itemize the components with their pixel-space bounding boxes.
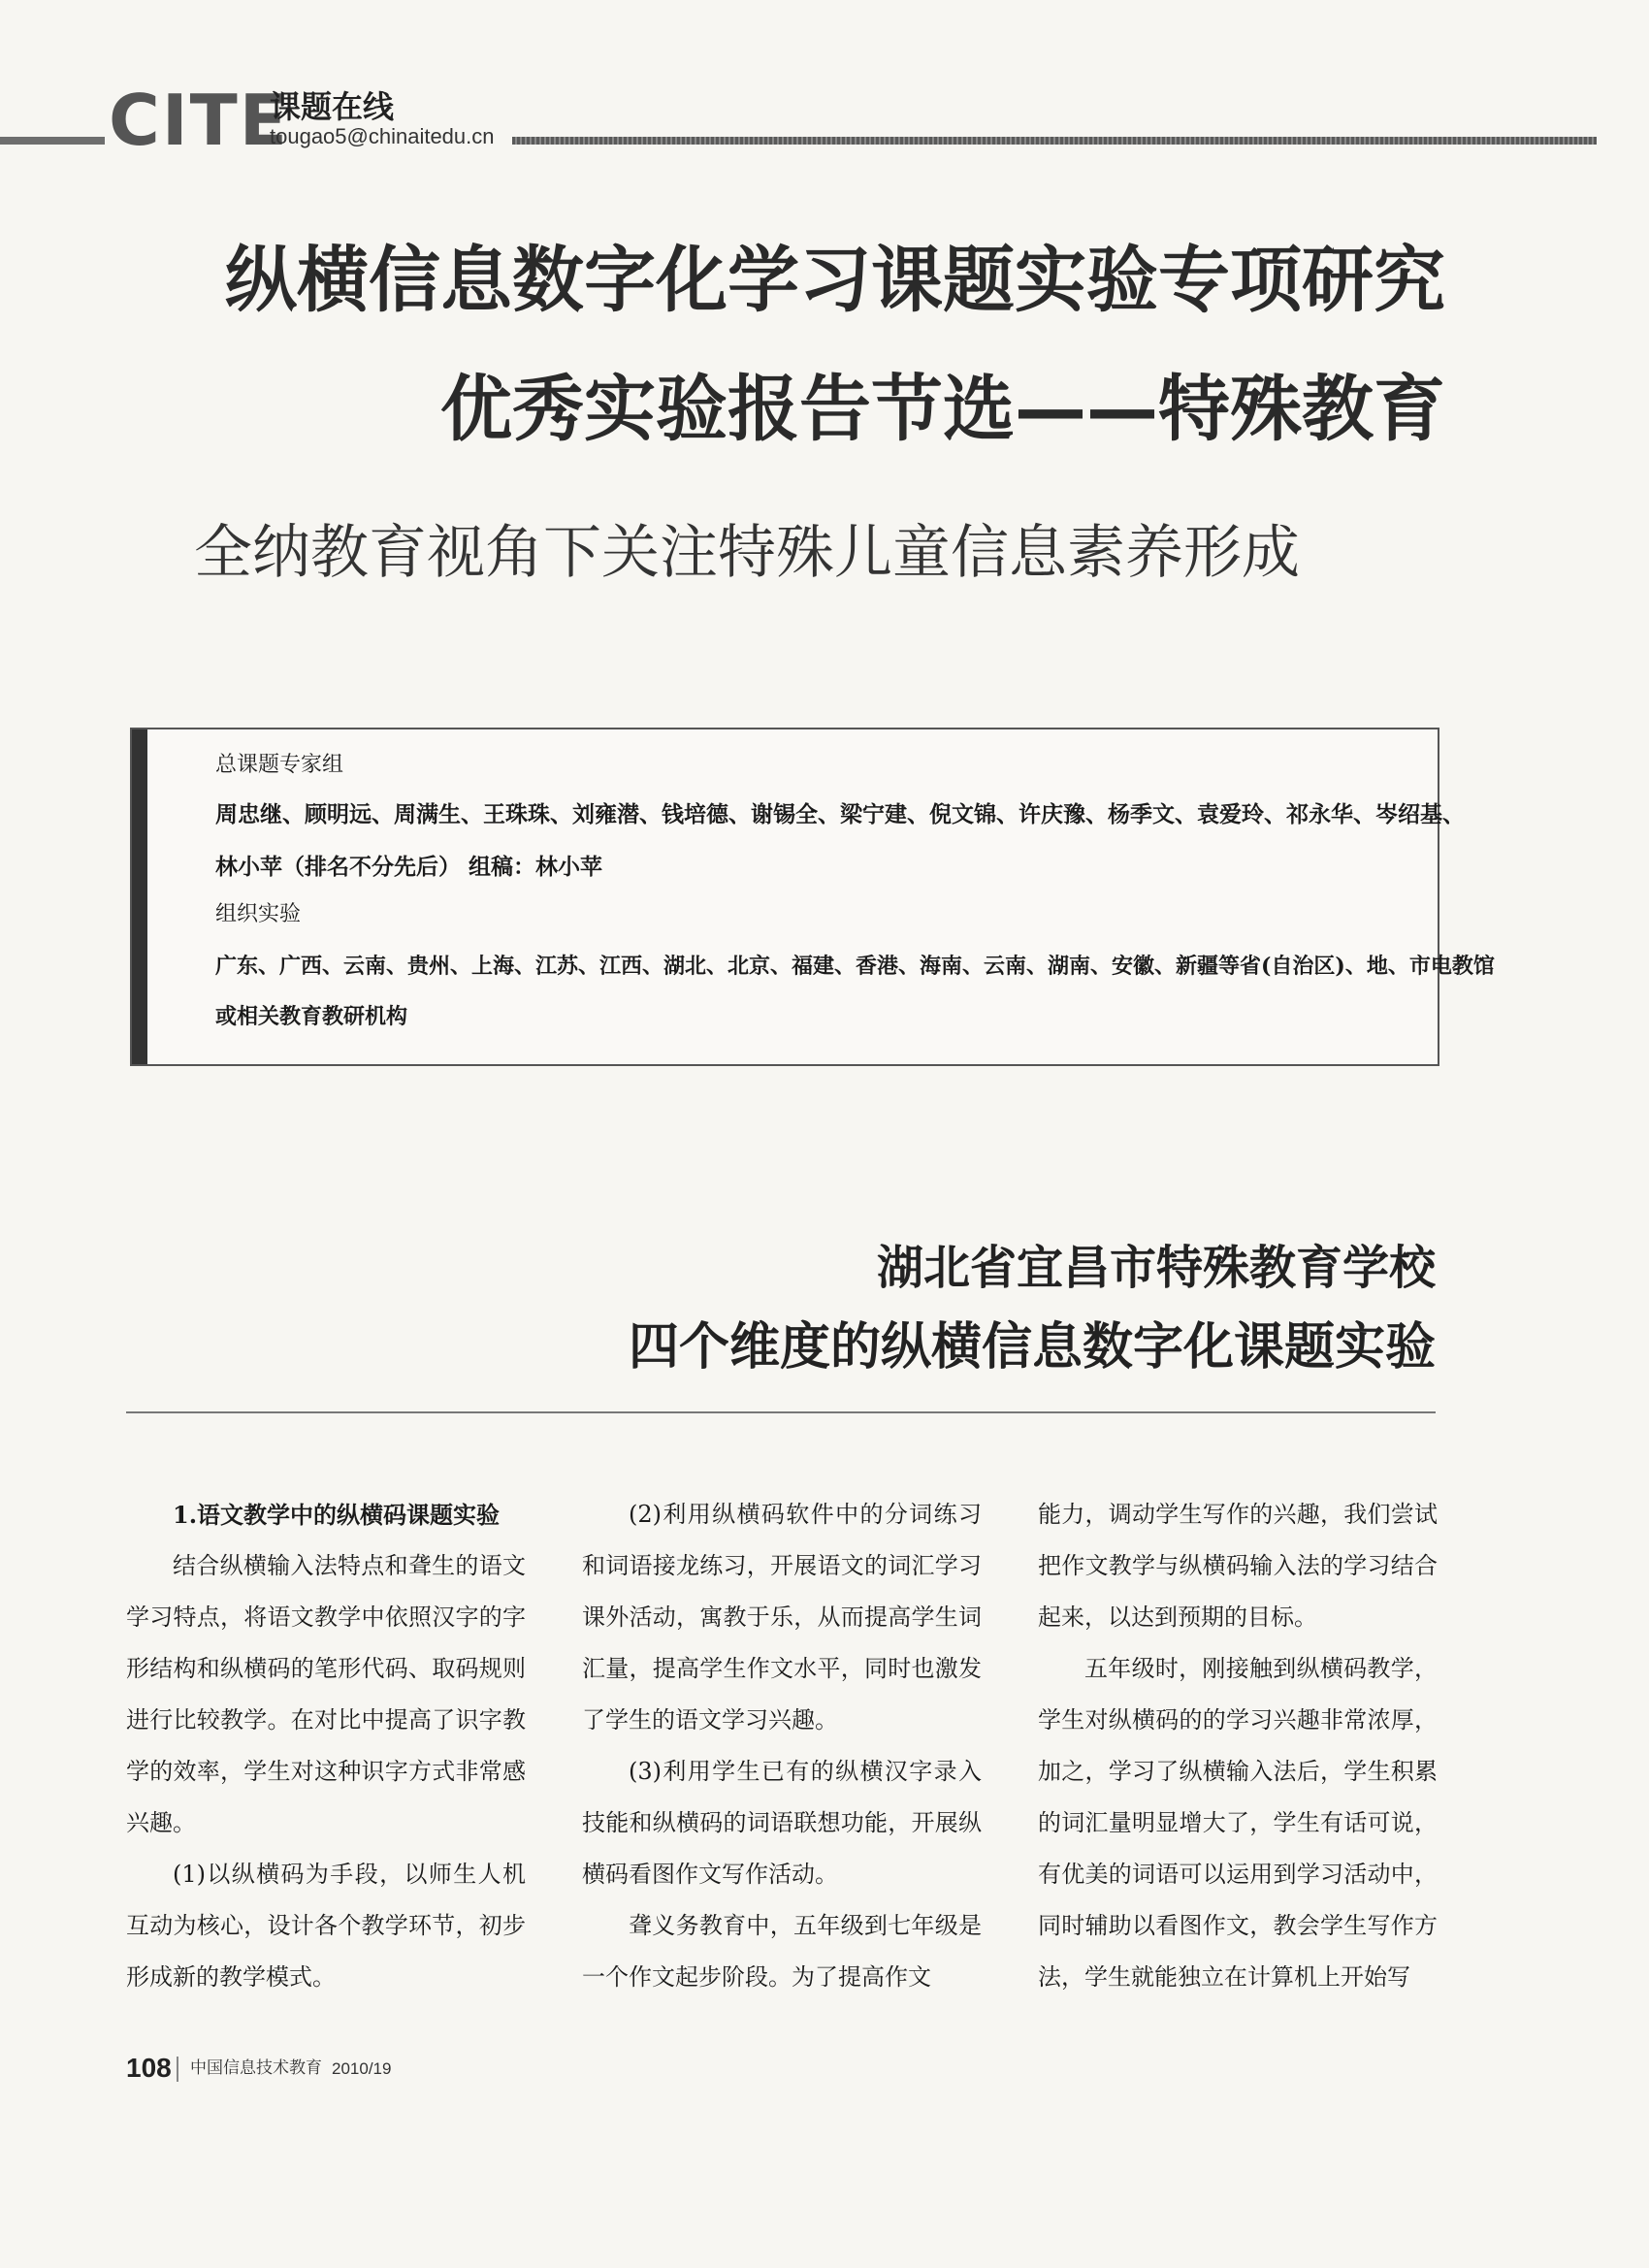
expert-names-line1: 周忠继、顾明远、周满生、王珠珠、刘雍潜、钱培德、谢锡全、梁宁建、倪文锦、许庆豫、杨季文、袁爱玲、祁永华、岑绍基、	[215, 801, 1465, 827]
section-title: 课题在线	[270, 88, 395, 125]
body-column-1	[126, 1489, 526, 2003]
header-rule-right	[512, 137, 1597, 145]
paragraph: 结合纵横输入法特点和聋生的语文学习特点，将语文教学中依照汉字的字形结构和纵横码的笔形代码、取码规则进行比较教学。在对比中提高了识字教学的效率，学生对这种识字方式非常感兴趣。	[126, 1552, 526, 1836]
body-column-2	[582, 1489, 982, 2003]
box-accent-bar	[132, 729, 147, 1064]
heading-rule	[126, 1411, 1436, 1413]
paragraph: (2)利用纵横码软件中的分词练习和词语接龙练习，开展语文的词汇学习课外活动，寓教于乐，从而提高学生词汇量，提高学生作文水平，同时也激发了学生的语文学习兴趣。	[582, 1501, 982, 1733]
paragraph: (1)以纵横码为手段，以师生人机互动为核心，设计各个教学环节，初步形成新的教学模式。	[126, 1861, 526, 1991]
journal-name: 中国信息技术教育	[190, 2058, 322, 2078]
main-title-line2: 优秀实验报告节选——特殊教育	[440, 368, 1445, 451]
section-heading: 1.语文教学中的纵横码课题实验	[173, 1501, 501, 1529]
header-rule-left	[0, 137, 105, 145]
body-column-3	[1038, 1489, 1438, 2003]
expert-group-label: 总课题专家组	[215, 753, 344, 777]
article-heading: 四个维度的纵横信息数字化课题实验	[628, 1318, 1436, 1377]
submission-email: tougao5@chinaitedu.cn	[270, 124, 495, 148]
main-title-line1: 纵横信息数字化学习课题实验专项研究	[225, 239, 1445, 322]
organizer-line1: 广东、广西、云南、贵州、上海、江苏、江西、湖北、北京、福建、香港、海南、云南、湖南、安徽、新疆等省(自治区)、地、市电教馆	[215, 954, 1495, 979]
paragraph: (3)利用学生已有的纵横汉字录入技能和纵横码的词语联想功能，开展纵横码看图作文写作活动。	[582, 1758, 982, 1888]
issue-number: 2010/19	[332, 2059, 392, 2078]
organizer-line2: 或相关教育教研机构	[215, 1004, 408, 1029]
subtitle: 全纳教育视角下关注特殊儿童信息素养形成	[194, 519, 1300, 587]
footer-separator	[177, 2057, 178, 2082]
page-number: 108	[126, 2053, 172, 2083]
paragraph: 能力，调动学生写作的兴趣，我们尝试把作文教学与纵横码输入法的学习结合起来，以达到预期的目标。	[1038, 1501, 1438, 1631]
paragraph: 聋义务教育中，五年级到七年级是一个作文起步阶段。为了提高作文	[582, 1912, 982, 1991]
organizer-label: 组织实验	[215, 902, 302, 926]
school-name: 湖北省宜昌市特殊教育学校	[876, 1241, 1436, 1295]
expert-names-line2: 林小苹（排名不分先后） 组稿：林小苹	[215, 854, 603, 880]
paragraph: 五年级时，刚接触到纵横码教学，学生对纵横码的的学习兴趣非常浓厚，加之，学习了纵横输入法后，学生积累的词汇量明显增大了，学生有话可说，有优美的词语可以运用到学习活动中，同时辅助以看图作文，教会学生写作方法，学生就能独立在计算机上开始写	[1038, 1655, 1438, 1991]
brand-logo: CITE	[109, 80, 289, 161]
expert-group-box	[130, 728, 1495, 1066]
